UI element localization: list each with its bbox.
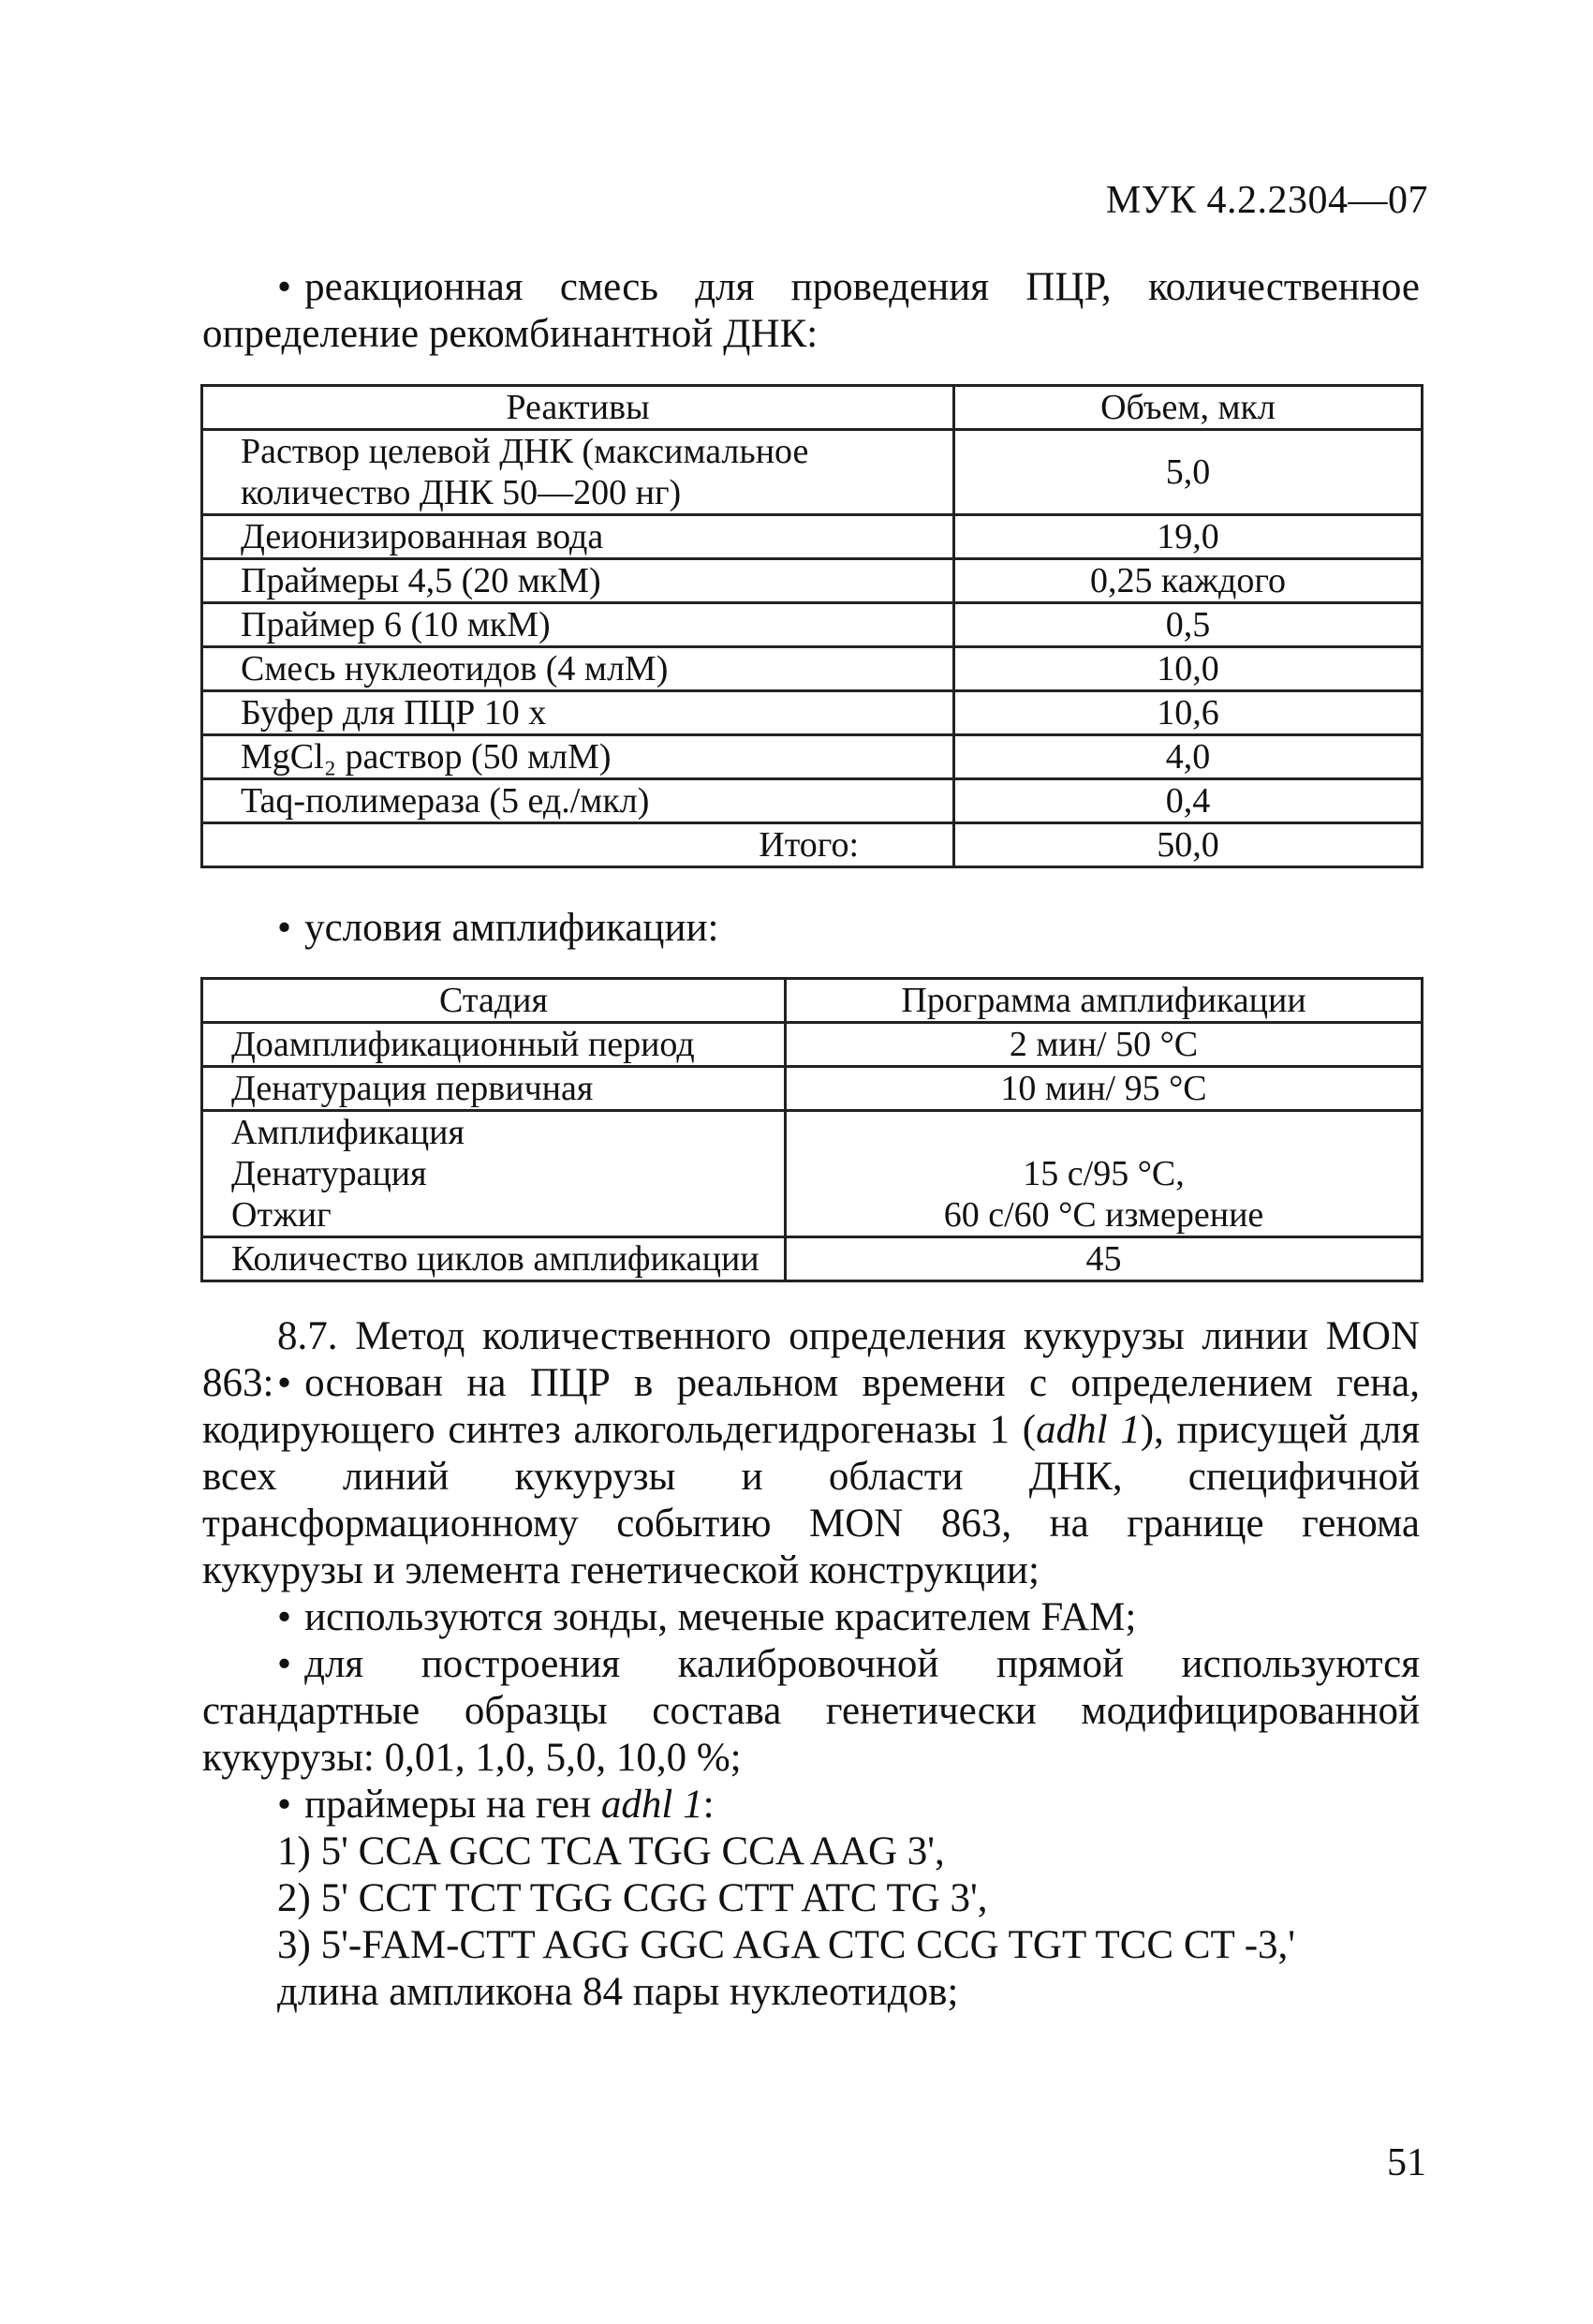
- document-code: МУК 4.2.2304—07: [1105, 179, 1428, 222]
- table-row: [202, 779, 1423, 823]
- reagents-table: [200, 384, 1423, 868]
- section-bullet-2: [202, 1594, 1420, 1641]
- table-cell: 10 мин/ 95 °С: [786, 1067, 1423, 1111]
- table-row: [202, 603, 1423, 647]
- bullet-text: • используются зонды, меченые красителем FAM;: [277, 1595, 1136, 1639]
- table-row: [202, 1111, 1423, 1237]
- table-header-row: [202, 979, 1423, 1023]
- table-row: [202, 430, 1423, 515]
- table-header-cell: Стадия: [202, 979, 786, 1023]
- text-fragment: основан на ПЦР в реальном времени с определением гена, кодирующего синтез алкогольдегидрогеназы 1 (: [202, 1361, 1420, 1452]
- table-cell: Праймеры 4,5 (20 мкМ): [202, 559, 954, 603]
- table-cell: Буфер для ПЦР 10 х: [202, 691, 954, 735]
- total-label: Итого:: [202, 823, 954, 867]
- table-cell: 0,5: [954, 603, 1423, 647]
- table-cell: Смесь нуклеотидов (4 млМ): [202, 647, 954, 691]
- bullet-text: • для построения калибровочной прямой используются стандартные образцы состава генетически модифицированной кукурузы: 0,01, 1,0, 5,0, 10,0 %;: [202, 1642, 1420, 1780]
- section-bullet-4: [202, 1782, 1420, 1828]
- table-cell: 0,4: [954, 779, 1423, 823]
- table-row: [202, 1067, 1423, 1111]
- section-bullet-3: [202, 1641, 1420, 1782]
- table-row: [202, 1237, 1423, 1281]
- table-cell: MgCl₂ раствор (50 млМ): [202, 735, 954, 779]
- bullet-text: [277, 1783, 715, 1827]
- section-heading: 8.7. Метод количественного определения кукурузы линии MON 863:: [202, 1314, 1420, 1405]
- table-cell: Деионизированная вода: [202, 515, 954, 559]
- table-cell: Taq-полимераза (5 ед./мкл): [202, 779, 954, 823]
- table-row: [202, 559, 1423, 603]
- primer-sequence: 3) 5'-FAM-CTT AGG GGC AGA CTC CCG TGT TCC CT -3,': [277, 1923, 1296, 1967]
- text-fragment: ), присущей для всех линий кукурузы и области ДНК, специфичной трансформационному событию MON 863, на границе генома кукурузы и элемента генетической конструкции;: [202, 1408, 1421, 1592]
- intro-paragraph-1: [202, 264, 1420, 358]
- amplification-table: [200, 977, 1423, 1282]
- table-cell: 2 мин/ 50 °С: [786, 1023, 1423, 1067]
- table-cell: Количество циклов амплификации: [202, 1237, 786, 1281]
- section-bullet-1: [202, 1360, 1420, 1594]
- text-fragment: праймеры на ген: [304, 1783, 601, 1827]
- table-cell: Доамплификационный период: [202, 1023, 786, 1067]
- table-row: [202, 691, 1423, 735]
- table-cell: Денатурация первичная: [202, 1067, 786, 1111]
- text-fragment: :: [702, 1783, 715, 1827]
- program-line: 60 с/60 °С измерение: [943, 1195, 1264, 1235]
- table-header-cell: Программа амплификации: [786, 979, 1423, 1023]
- intro-paragraph-2: [202, 905, 1420, 952]
- table-row: [202, 647, 1423, 691]
- page-number: 51: [1387, 2141, 1426, 2184]
- stage-line: Денатурация: [231, 1154, 427, 1193]
- table-cell: [202, 1111, 786, 1237]
- amplicon-length: длина ампликона 84 пары нуклеотидов;: [277, 1970, 959, 2014]
- stage-line: Амплификация: [231, 1113, 465, 1152]
- table-header-row: [202, 386, 1423, 430]
- table-cell: Праймер 6 (10 мкМ): [202, 603, 954, 647]
- table-row: [202, 515, 1423, 559]
- table-cell: 10,0: [954, 647, 1423, 691]
- stage-line: Отжиг: [231, 1195, 332, 1235]
- gene-name: adhl 1: [600, 1783, 703, 1827]
- table-cell: 45: [786, 1237, 1423, 1281]
- bullet-text: • реакционная смесь для проведения ПЦР, количественное определение рекомбинантной ДНК:: [202, 265, 1420, 356]
- total-value: 50,0: [954, 823, 1423, 867]
- primer-list: [277, 1828, 1420, 2016]
- primer-sequence: 1) 5' CCA GCC TCA TGG CCA AAG 3',: [277, 1829, 945, 1873]
- table-header-cell: Реактивы: [202, 386, 954, 430]
- table-row: [202, 735, 1423, 779]
- table-header-cell: Объем, мкл: [954, 386, 1423, 430]
- table-total-row: [202, 823, 1423, 867]
- bullet-text: [202, 1361, 1420, 1592]
- primer-sequence: 2) 5' CCT TCT TGG CGG CTT ATC TG 3',: [277, 1876, 988, 1920]
- table-cell: Раствор целевой ДНК (максимальное количество ДНК 50—200 нг): [202, 430, 954, 515]
- bullet-text: • условия амплификации:: [277, 906, 718, 950]
- table-cell: 5,0: [954, 430, 1423, 515]
- gene-name: adhl 1: [1036, 1408, 1141, 1452]
- table-cell: 4,0: [954, 735, 1423, 779]
- program-line: 15 с/95 °С,: [1023, 1154, 1185, 1193]
- table-row: [202, 1023, 1423, 1067]
- table-cell: 19,0: [954, 515, 1423, 559]
- table-cell: [786, 1111, 1423, 1237]
- table-cell: 0,25 каждого: [954, 559, 1423, 603]
- table-cell: 10,6: [954, 691, 1423, 735]
